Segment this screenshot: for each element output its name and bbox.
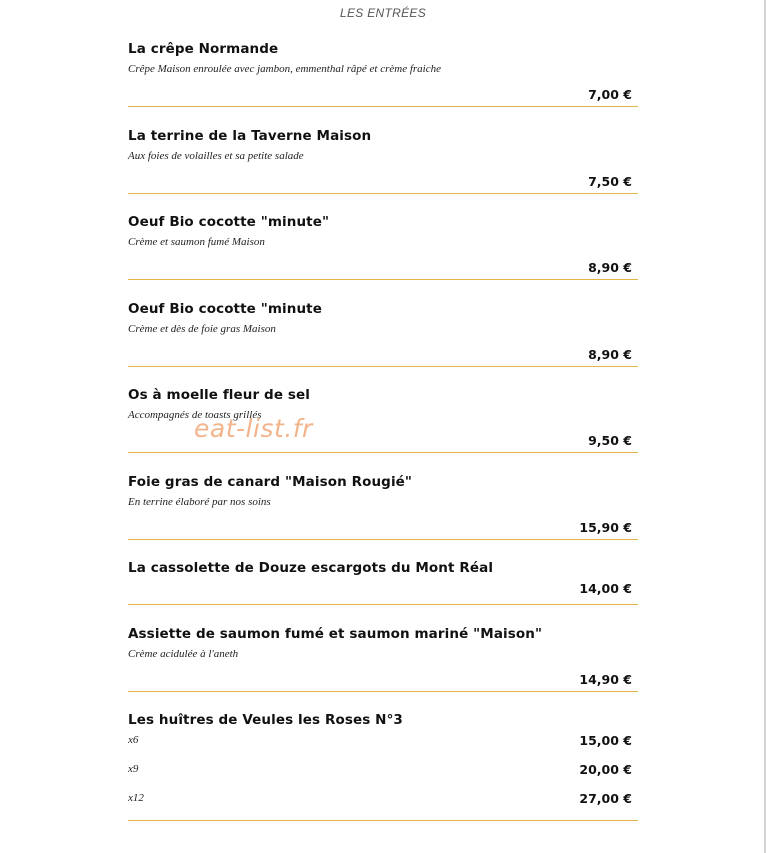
item-name: Oeuf Bio cocotte "minute (128, 301, 322, 317)
item-name: Assiette de saumon fumé et saumon mariné "Maison" (128, 626, 543, 642)
item-divider (128, 366, 638, 367)
item-divider (128, 820, 638, 821)
item-price: 8,90 € (588, 260, 632, 275)
item-description: Crème et saumon fumé Maison (128, 236, 265, 248)
item-price: 14,00 € (579, 581, 632, 596)
menu-item (128, 41, 638, 107)
item-divider (128, 539, 638, 540)
item-name: Oeuf Bio cocotte "minute" (128, 214, 330, 230)
item-price: 7,00 € (588, 87, 632, 102)
menu-item (128, 626, 638, 692)
section-title: LES ENTRÉES (340, 6, 426, 20)
item-name: Os à moelle fleur de sel (128, 387, 310, 403)
item-name: La terrine de la Taverne Maison (128, 128, 372, 144)
variant-price: 20,00 € (579, 762, 632, 777)
item-description: Aux foies de volailles et sa petite salade (128, 150, 304, 162)
variant-label: x9 (128, 763, 139, 775)
item-divider (128, 691, 638, 692)
variant-price: 27,00 € (579, 791, 632, 806)
variant-price: 15,00 € (579, 733, 632, 748)
item-description: Accompagnés de toasts grillés (128, 409, 262, 421)
menu-item (128, 560, 638, 605)
item-divider (128, 106, 638, 107)
item-divider (128, 604, 638, 605)
menu-item (128, 128, 638, 194)
item-price: 9,50 € (588, 433, 632, 448)
item-price: 8,90 € (588, 347, 632, 362)
menu-item (128, 712, 638, 822)
item-name: Les huîtres de Veules les Roses N°3 (128, 712, 403, 728)
menu-item (128, 474, 638, 540)
item-name: La cassolette de Douze escargots du Mont Réal (128, 560, 494, 576)
item-description: Crème et dès de foie gras Maison (128, 323, 276, 335)
variant-label: x12 (128, 792, 144, 804)
menu-item (128, 301, 638, 367)
item-name: Foie gras de canard "Maison Rougié" (128, 474, 413, 490)
item-description: Crêpe Maison enroulée avec jambon, emmenthal râpé et crème fraiche (128, 63, 442, 75)
item-price: 15,90 € (579, 520, 632, 535)
item-price: 7,50 € (588, 174, 632, 189)
item-divider (128, 279, 638, 280)
variant-label: x6 (128, 734, 139, 746)
item-name: La crêpe Normande (128, 41, 279, 57)
item-description: En terrine élaboré par nos soins (128, 496, 271, 508)
menu-item (128, 214, 638, 280)
watermark: eat-list.fr (194, 414, 313, 443)
item-price: 14,90 € (579, 672, 632, 687)
item-divider (128, 193, 638, 194)
item-divider (128, 452, 638, 453)
item-description: Crème acidulée à l'aneth (128, 648, 239, 660)
